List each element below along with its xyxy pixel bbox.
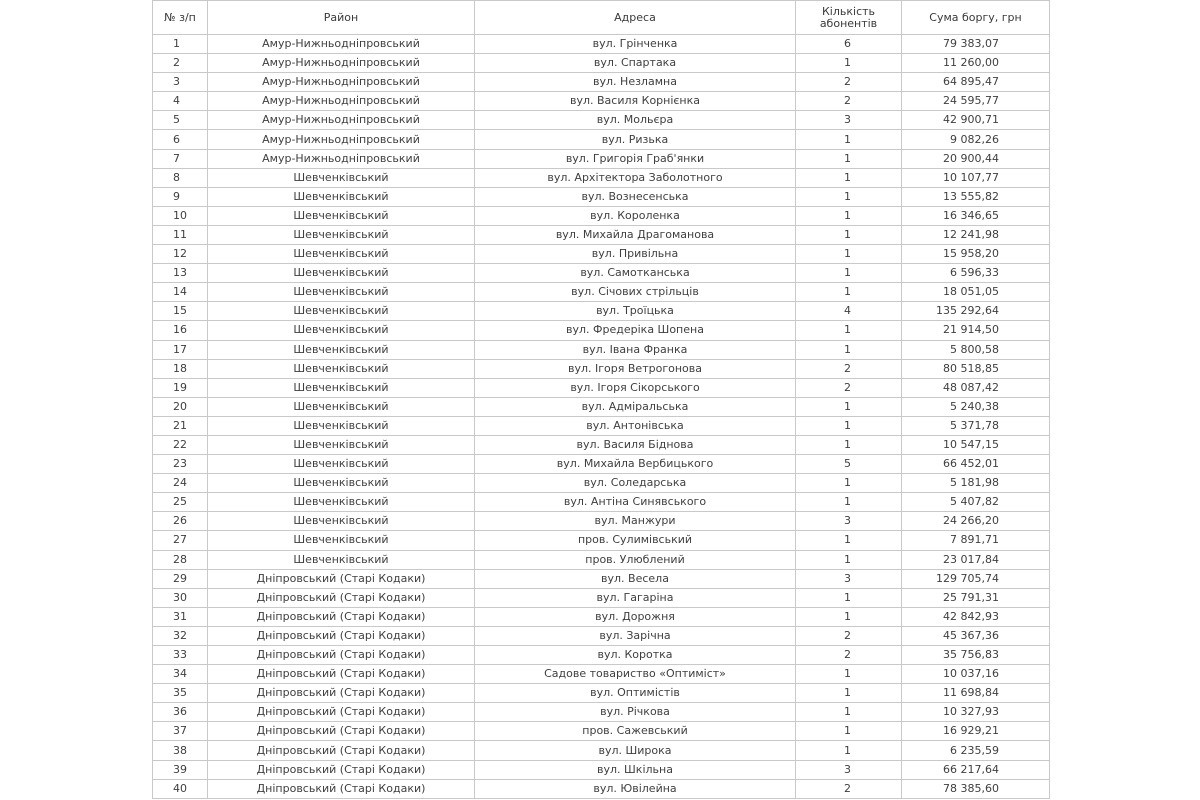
cell-count: 2 [796, 92, 902, 111]
cell-district: Шевченківський [208, 397, 475, 416]
cell-count: 1 [796, 607, 902, 626]
cell-district: Шевченківський [208, 340, 475, 359]
cell-num: 14 [153, 283, 208, 302]
cell-count: 1 [796, 321, 902, 340]
cell-address: вул. Антонівська [475, 416, 796, 435]
cell-num: 37 [153, 722, 208, 741]
cell-count: 1 [796, 187, 902, 206]
cell-num: 4 [153, 92, 208, 111]
cell-count: 1 [796, 665, 902, 684]
cell-count: 1 [796, 550, 902, 569]
cell-debt: 5 240,38 [902, 397, 1050, 416]
cell-debt: 5 800,58 [902, 340, 1050, 359]
cell-district: Дніпровський (Старі Кодаки) [208, 760, 475, 779]
table-row [153, 340, 1050, 359]
table-row [153, 321, 1050, 340]
cell-address: вул. Ювілейна [475, 779, 796, 798]
cell-debt: 23 017,84 [902, 550, 1050, 569]
table-row [153, 54, 1050, 73]
cell-count: 2 [796, 378, 902, 397]
header-district: Район [208, 1, 475, 35]
table-row [153, 569, 1050, 588]
cell-address: вул. Привільна [475, 245, 796, 264]
cell-debt: 135 292,64 [902, 302, 1050, 321]
cell-count: 1 [796, 54, 902, 73]
table-row [153, 264, 1050, 283]
cell-district: Дніпровський (Старі Кодаки) [208, 569, 475, 588]
cell-address: вул. Широка [475, 741, 796, 760]
cell-address: вул. Архітектора Заболотного [475, 168, 796, 187]
cell-district: Шевченківський [208, 512, 475, 531]
cell-address: вул. Грінченка [475, 35, 796, 54]
cell-num: 31 [153, 607, 208, 626]
cell-district: Шевченківський [208, 283, 475, 302]
cell-debt: 24 266,20 [902, 512, 1050, 531]
cell-debt: 35 756,83 [902, 646, 1050, 665]
table-row [153, 550, 1050, 569]
table-row [153, 760, 1050, 779]
cell-num: 20 [153, 397, 208, 416]
table-row [153, 359, 1050, 378]
cell-count: 1 [796, 168, 902, 187]
cell-count: 1 [796, 149, 902, 168]
cell-count: 1 [796, 225, 902, 244]
cell-district: Амур-Нижньодніпровський [208, 73, 475, 92]
table-row [153, 168, 1050, 187]
cell-num: 17 [153, 340, 208, 359]
cell-num: 10 [153, 206, 208, 225]
cell-num: 7 [153, 149, 208, 168]
cell-address: вул. Соледарська [475, 474, 796, 493]
cell-num: 18 [153, 359, 208, 378]
cell-num: 35 [153, 684, 208, 703]
cell-count: 3 [796, 111, 902, 130]
cell-debt: 5 407,82 [902, 493, 1050, 512]
cell-count: 1 [796, 474, 902, 493]
header-address: Адреса [475, 1, 796, 35]
table-row [153, 588, 1050, 607]
cell-district: Дніпровський (Старі Кодаки) [208, 722, 475, 741]
cell-debt: 10 107,77 [902, 168, 1050, 187]
cell-address: вул. Річкова [475, 703, 796, 722]
cell-num: 11 [153, 225, 208, 244]
cell-count: 1 [796, 531, 902, 550]
cell-district: Шевченківський [208, 245, 475, 264]
cell-address: вул. Мольєра [475, 111, 796, 130]
cell-address: вул. Ігоря Сікорського [475, 378, 796, 397]
cell-debt: 48 087,42 [902, 378, 1050, 397]
cell-debt: 16 346,65 [902, 206, 1050, 225]
cell-num: 8 [153, 168, 208, 187]
cell-num: 21 [153, 416, 208, 435]
cell-district: Дніпровський (Старі Кодаки) [208, 779, 475, 798]
cell-debt: 64 895,47 [902, 73, 1050, 92]
cell-debt: 42 842,93 [902, 607, 1050, 626]
cell-num: 26 [153, 512, 208, 531]
cell-num: 30 [153, 588, 208, 607]
cell-district: Шевченківський [208, 474, 475, 493]
cell-district: Шевченківський [208, 302, 475, 321]
cell-district: Шевченківський [208, 359, 475, 378]
cell-address: вул. Михайла Вербицького [475, 455, 796, 474]
cell-num: 9 [153, 187, 208, 206]
cell-debt: 42 900,71 [902, 111, 1050, 130]
cell-count: 1 [796, 588, 902, 607]
cell-debt: 80 518,85 [902, 359, 1050, 378]
cell-address: вул. Адміральська [475, 397, 796, 416]
cell-debt: 18 051,05 [902, 283, 1050, 302]
cell-debt: 24 595,77 [902, 92, 1050, 111]
table-row [153, 703, 1050, 722]
table-row [153, 225, 1050, 244]
cell-num: 15 [153, 302, 208, 321]
cell-address: пров. Улюблений [475, 550, 796, 569]
cell-debt: 12 241,98 [902, 225, 1050, 244]
cell-district: Шевченківський [208, 187, 475, 206]
cell-num: 36 [153, 703, 208, 722]
cell-district: Шевченківський [208, 455, 475, 474]
cell-num: 32 [153, 626, 208, 645]
cell-district: Амур-Нижньодніпровський [208, 35, 475, 54]
cell-district: Амур-Нижньодніпровський [208, 92, 475, 111]
cell-num: 3 [153, 73, 208, 92]
cell-count: 5 [796, 455, 902, 474]
table-row [153, 187, 1050, 206]
cell-address: вул. Коротка [475, 646, 796, 665]
cell-count: 1 [796, 130, 902, 149]
cell-num: 33 [153, 646, 208, 665]
cell-num: 34 [153, 665, 208, 684]
cell-count: 3 [796, 569, 902, 588]
cell-num: 19 [153, 378, 208, 397]
cell-count: 1 [796, 264, 902, 283]
cell-debt: 6 596,33 [902, 264, 1050, 283]
cell-count: 2 [796, 359, 902, 378]
cell-address: вул. Гагаріна [475, 588, 796, 607]
cell-district: Амур-Нижньодніпровський [208, 149, 475, 168]
cell-address: вул. Григорія Граб'янки [475, 149, 796, 168]
cell-address: Садове товариство «Оптиміст» [475, 665, 796, 684]
cell-district: Шевченківський [208, 321, 475, 340]
table-row [153, 35, 1050, 54]
header-num: № з/п [153, 1, 208, 35]
table-row [153, 722, 1050, 741]
table-row [153, 73, 1050, 92]
table-row [153, 512, 1050, 531]
cell-count: 6 [796, 35, 902, 54]
cell-count: 1 [796, 703, 902, 722]
table-row [153, 130, 1050, 149]
cell-num: 24 [153, 474, 208, 493]
cell-address: вул. Січових стрільців [475, 283, 796, 302]
cell-district: Дніпровський (Старі Кодаки) [208, 703, 475, 722]
cell-address: вул. Спартака [475, 54, 796, 73]
cell-district: Дніпровський (Старі Кодаки) [208, 626, 475, 645]
cell-count: 2 [796, 646, 902, 665]
cell-address: вул. Антіна Синявського [475, 493, 796, 512]
cell-debt: 66 217,64 [902, 760, 1050, 779]
cell-district: Шевченківський [208, 435, 475, 454]
cell-address: вул. Самотканська [475, 264, 796, 283]
cell-address: вул. Короленка [475, 206, 796, 225]
table-row [153, 474, 1050, 493]
cell-address: вул. Оптимістів [475, 684, 796, 703]
cell-debt: 20 900,44 [902, 149, 1050, 168]
table-header [153, 1, 1050, 35]
cell-district: Шевченківський [208, 264, 475, 283]
table-row [153, 741, 1050, 760]
cell-count: 1 [796, 416, 902, 435]
cell-count: 1 [796, 684, 902, 703]
cell-address: вул. Манжури [475, 512, 796, 531]
cell-num: 27 [153, 531, 208, 550]
cell-debt: 10 547,15 [902, 435, 1050, 454]
cell-address: вул. Дорожня [475, 607, 796, 626]
cell-debt: 13 555,82 [902, 187, 1050, 206]
cell-count: 1 [796, 722, 902, 741]
cell-address: пров. Сулимівський [475, 531, 796, 550]
cell-num: 1 [153, 35, 208, 54]
header-debt: Сума боргу, грн [902, 1, 1050, 35]
cell-count: 1 [796, 397, 902, 416]
table-row [153, 455, 1050, 474]
table-row [153, 646, 1050, 665]
cell-district: Амур-Нижньодніпровський [208, 130, 475, 149]
cell-num: 39 [153, 760, 208, 779]
cell-district: Шевченківський [208, 225, 475, 244]
cell-debt: 16 929,21 [902, 722, 1050, 741]
cell-debt: 10 037,16 [902, 665, 1050, 684]
cell-district: Шевченківський [208, 206, 475, 225]
cell-count: 1 [796, 283, 902, 302]
cell-debt: 6 235,59 [902, 741, 1050, 760]
cell-num: 29 [153, 569, 208, 588]
cell-address: вул. Івана Франка [475, 340, 796, 359]
table-row [153, 684, 1050, 703]
cell-num: 40 [153, 779, 208, 798]
cell-num: 5 [153, 111, 208, 130]
cell-count: 2 [796, 779, 902, 798]
cell-district: Шевченківський [208, 531, 475, 550]
header-row [153, 1, 1050, 35]
table-row [153, 607, 1050, 626]
table-row [153, 531, 1050, 550]
cell-debt: 78 385,60 [902, 779, 1050, 798]
cell-district: Дніпровський (Старі Кодаки) [208, 684, 475, 703]
cell-address: пров. Сажевський [475, 722, 796, 741]
cell-debt: 25 791,31 [902, 588, 1050, 607]
cell-debt: 9 082,26 [902, 130, 1050, 149]
cell-num: 25 [153, 493, 208, 512]
table-row [153, 378, 1050, 397]
cell-num: 12 [153, 245, 208, 264]
table-row [153, 206, 1050, 225]
cell-debt: 5 371,78 [902, 416, 1050, 435]
cell-address: вул. Василя Біднова [475, 435, 796, 454]
cell-count: 1 [796, 493, 902, 512]
cell-debt: 21 914,50 [902, 321, 1050, 340]
debt-table-container [152, 0, 1049, 799]
table-row [153, 111, 1050, 130]
cell-district: Шевченківський [208, 416, 475, 435]
cell-address: вул. Михайла Драгоманова [475, 225, 796, 244]
cell-debt: 11 698,84 [902, 684, 1050, 703]
table-row [153, 397, 1050, 416]
cell-address: вул. Ризька [475, 130, 796, 149]
table-row [153, 302, 1050, 321]
table-row [153, 779, 1050, 798]
cell-debt: 11 260,00 [902, 54, 1050, 73]
table-row [153, 245, 1050, 264]
cell-address: вул. Весела [475, 569, 796, 588]
cell-address: вул. Незламна [475, 73, 796, 92]
debt-table [152, 0, 1050, 799]
cell-num: 6 [153, 130, 208, 149]
cell-count: 2 [796, 73, 902, 92]
header-count: Кількість абонентів [796, 1, 902, 35]
cell-debt: 15 958,20 [902, 245, 1050, 264]
table-row [153, 493, 1050, 512]
cell-address: вул. Зарічна [475, 626, 796, 645]
cell-district: Шевченківський [208, 493, 475, 512]
cell-debt: 10 327,93 [902, 703, 1050, 722]
cell-count: 4 [796, 302, 902, 321]
cell-district: Шевченківський [208, 378, 475, 397]
cell-address: вул. Фредеріка Шопена [475, 321, 796, 340]
cell-num: 22 [153, 435, 208, 454]
cell-district: Шевченківський [208, 550, 475, 569]
cell-address: вул. Ігоря Ветрогонова [475, 359, 796, 378]
cell-num: 13 [153, 264, 208, 283]
cell-count: 1 [796, 741, 902, 760]
cell-count: 3 [796, 512, 902, 531]
cell-district: Дніпровський (Старі Кодаки) [208, 607, 475, 626]
cell-num: 2 [153, 54, 208, 73]
cell-district: Дніпровський (Старі Кодаки) [208, 646, 475, 665]
table-row [153, 283, 1050, 302]
cell-count: 2 [796, 626, 902, 645]
cell-num: 28 [153, 550, 208, 569]
cell-district: Дніпровський (Старі Кодаки) [208, 665, 475, 684]
table-row [153, 435, 1050, 454]
cell-debt: 129 705,74 [902, 569, 1050, 588]
cell-count: 1 [796, 206, 902, 225]
table-row [153, 416, 1050, 435]
cell-count: 1 [796, 245, 902, 264]
table-row [153, 626, 1050, 645]
table-body [153, 35, 1050, 799]
cell-debt: 66 452,01 [902, 455, 1050, 474]
cell-num: 38 [153, 741, 208, 760]
cell-debt: 7 891,71 [902, 531, 1050, 550]
table-row [153, 665, 1050, 684]
cell-num: 23 [153, 455, 208, 474]
cell-num: 16 [153, 321, 208, 340]
cell-count: 1 [796, 435, 902, 454]
table-row [153, 149, 1050, 168]
cell-district: Дніпровський (Старі Кодаки) [208, 588, 475, 607]
cell-debt: 5 181,98 [902, 474, 1050, 493]
cell-district: Амур-Нижньодніпровський [208, 54, 475, 73]
cell-count: 1 [796, 340, 902, 359]
cell-address: вул. Шкільна [475, 760, 796, 779]
cell-address: вул. Троїцька [475, 302, 796, 321]
cell-district: Дніпровський (Старі Кодаки) [208, 741, 475, 760]
cell-district: Шевченківський [208, 168, 475, 187]
cell-district: Амур-Нижньодніпровський [208, 111, 475, 130]
cell-debt: 79 383,07 [902, 35, 1050, 54]
cell-count: 3 [796, 760, 902, 779]
table-row [153, 92, 1050, 111]
cell-address: вул. Василя Корнієнка [475, 92, 796, 111]
cell-debt: 45 367,36 [902, 626, 1050, 645]
cell-address: вул. Вознесенська [475, 187, 796, 206]
